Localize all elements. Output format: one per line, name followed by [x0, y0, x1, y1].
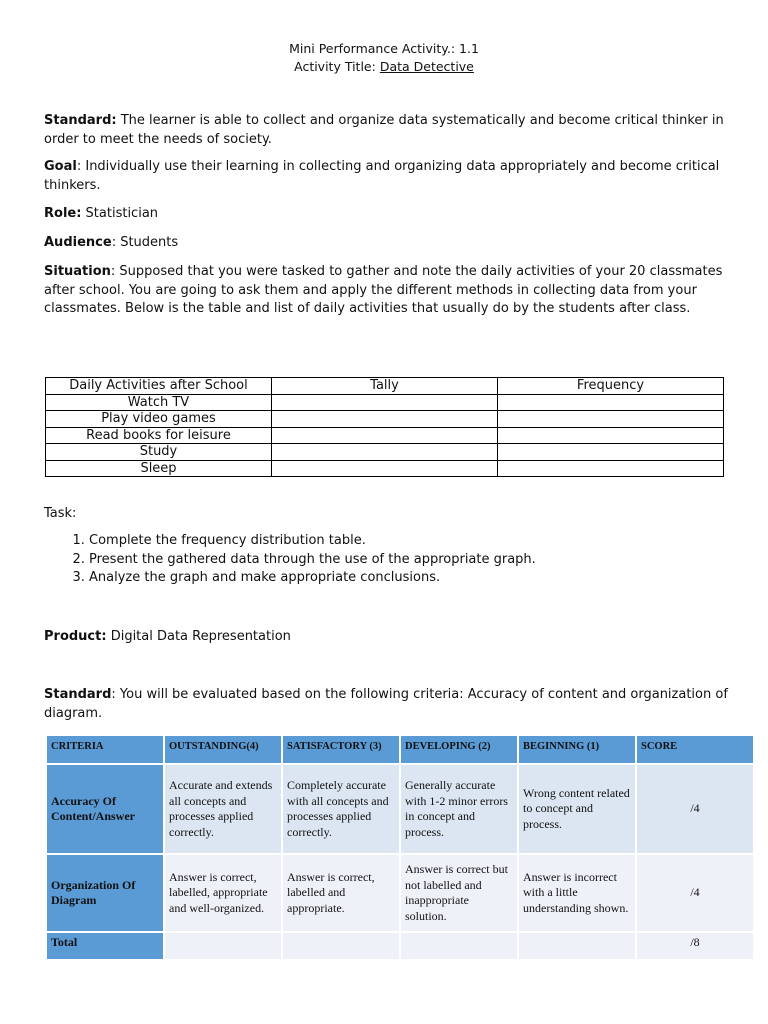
rubric-header-score: SCORE: [637, 736, 753, 763]
table-row: Sleep: [46, 460, 724, 477]
header-frequency: Frequency: [498, 378, 724, 395]
list-item: 1. Complete the frequency distribution table.: [89, 532, 536, 551]
product-paragraph: Product: Digital Data Representation: [44, 629, 291, 644]
rubric-total-score: /8: [637, 933, 753, 959]
task-title: Task:: [44, 506, 77, 521]
rubric-header-criteria: CRITERIA: [47, 736, 163, 763]
rubric-header-beginning: BEGINNING (1): [519, 736, 635, 763]
frequency-table-header: [46, 378, 724, 395]
list-item: 2. Present the gathered data through the use of the appropriate graph.: [89, 551, 536, 570]
activity-number: Mini Performance Activity.: 1.1: [289, 41, 479, 56]
rubric-score: /4: [637, 765, 753, 853]
evaluation-standard-paragraph: Standard: You will be evaluated based on the following criteria: Accuracy of content and organization of diagram.: [44, 687, 728, 721]
rubric-score: /4: [637, 855, 753, 931]
activity-header: [0, 40, 768, 76]
rubric-criteria: Accuracy Of Content/Answer: [47, 765, 163, 853]
frequency-table: [45, 377, 724, 477]
rubric-header-row: [47, 736, 753, 763]
standard-paragraph: Standard: The learner is able to collect and organize data systematically and become critical thinker in order to meet the needs of society.: [44, 113, 724, 147]
rubric-header-developing: DEVELOPING (2): [401, 736, 517, 763]
situation-paragraph: Situation: Supposed that you were tasked to gather and note the daily activities of your 20 classmates after school. You are going to ask them and apply the different methods in collecting data from your classmates. Below is the table and list of daily activities that usually do by the students after class.: [44, 264, 723, 316]
table-row: Read books for leisure: [46, 427, 724, 444]
rubric-criteria: Organization Of Diagram: [47, 855, 163, 931]
table-row: Watch TV: [46, 394, 724, 411]
rubric-total-row: [47, 933, 753, 959]
task-list: [44, 532, 536, 588]
rubric-header-satisfactory: SATISFACTORY (3): [283, 736, 399, 763]
header-tally: Tally: [272, 378, 498, 395]
header-activities: Daily Activities after School: [46, 378, 272, 395]
table-row: Organization Of Diagram Answer is correct, labelled, appropriate and well-organized. Answer is correct, labelled and appropriate. Answer is correct but not labelled and inappropriate solution. Answer is incorrect with a little understanding shown. /4: [47, 855, 753, 931]
activity-title-value: Data Detective: [379, 59, 474, 74]
activity-title: Activity Title: Data Detective: [294, 59, 474, 74]
role-paragraph: Role: Statistician: [44, 206, 159, 221]
audience-paragraph: Audience: Students: [44, 235, 179, 250]
table-row: Accuracy Of Content/Answer Accurate and extends all concepts and processes applied correctly. Completely accurate with all concepts and processes applied correctly. Generally accurate with 1-2 minor errors in concept and process. Wrong content related to concept and process. /4: [47, 765, 753, 853]
rubric-table: [45, 734, 755, 961]
rubric-total-label: Total: [47, 933, 163, 959]
list-item: 3. Analyze the graph and make appropriate conclusions.: [89, 569, 536, 588]
table-row: Study: [46, 444, 724, 461]
rubric-header-outstanding: OUTSTANDING(4): [165, 736, 281, 763]
table-row: Play video games: [46, 411, 724, 428]
goal-paragraph: Goal: Individually use their learning in collecting and organizing data appropriately and become critical thinkers.: [44, 159, 720, 193]
